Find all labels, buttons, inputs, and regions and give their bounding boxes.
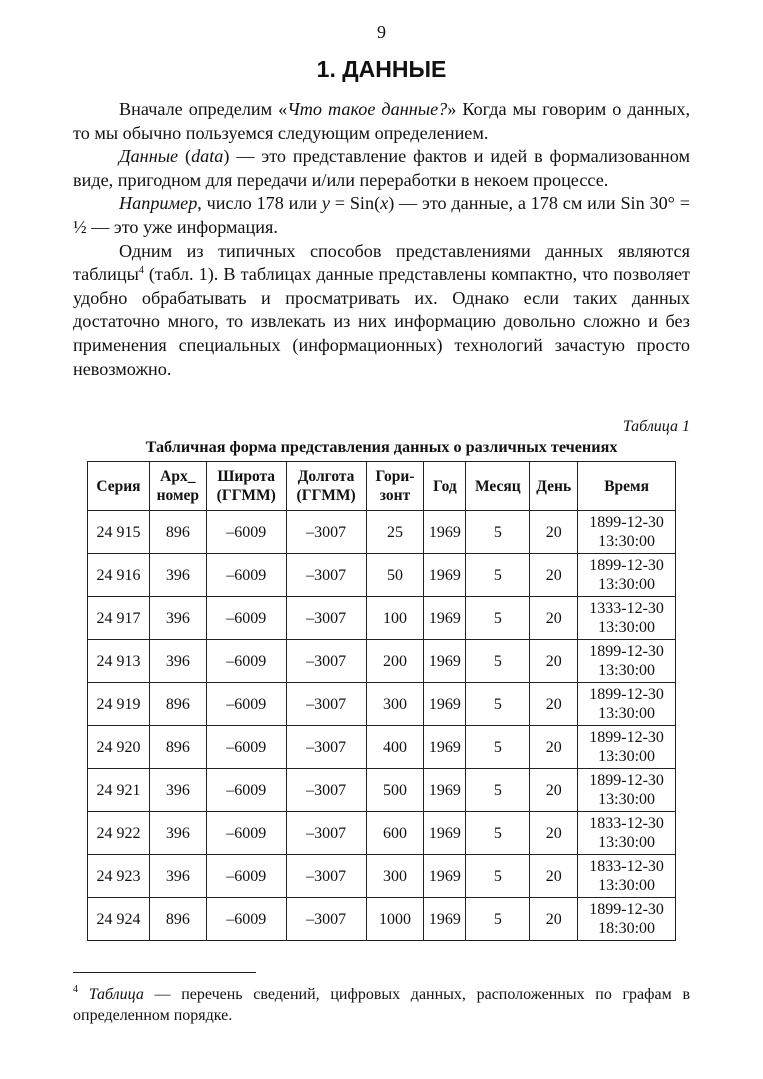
table-row bbox=[88, 511, 676, 554]
arch-number-cell: 396 bbox=[149, 640, 206, 683]
arch-number-cell: 396 bbox=[149, 812, 206, 855]
footnote-ref: 4 bbox=[138, 265, 144, 277]
day-cell: 20 bbox=[530, 511, 578, 554]
p2-term-en: data bbox=[191, 146, 224, 167]
table-row bbox=[88, 769, 676, 812]
table-row bbox=[88, 855, 676, 898]
longitude-cell: –3007 bbox=[286, 898, 366, 941]
table-row bbox=[88, 640, 676, 683]
series-cell: 24 923 bbox=[88, 855, 150, 898]
month-cell: 5 bbox=[466, 812, 530, 855]
column-header-line: Время bbox=[604, 477, 649, 495]
day-cell: 20 bbox=[530, 769, 578, 812]
p3-text-d: = Sin( bbox=[330, 193, 381, 214]
latitude-cell: –6009 bbox=[206, 554, 286, 597]
column-header bbox=[424, 462, 466, 511]
column-header-line: Гори- bbox=[375, 468, 415, 485]
column-header-line: Серия bbox=[96, 477, 141, 495]
p1-question: Что такое данные? bbox=[287, 99, 448, 119]
horizon-cell: 300 bbox=[366, 683, 424, 726]
column-header-line: День bbox=[536, 477, 572, 495]
latitude-cell: –6009 bbox=[206, 511, 286, 554]
datetime-cell bbox=[578, 640, 676, 683]
latitude-cell: –6009 bbox=[206, 640, 286, 683]
horizon-cell: 50 bbox=[366, 554, 424, 597]
day-cell: 20 bbox=[530, 855, 578, 898]
time-value: 13:30:00 bbox=[598, 748, 656, 765]
data-table bbox=[87, 461, 676, 941]
date-value: 1899-12-30 bbox=[589, 729, 664, 746]
paragraph-4 bbox=[73, 240, 690, 382]
date-value: 1899-12-30 bbox=[589, 557, 664, 574]
horizon-cell: 1000 bbox=[366, 898, 424, 941]
longitude-cell: –3007 bbox=[286, 726, 366, 769]
year-cell: 1969 bbox=[424, 511, 466, 554]
longitude-cell: –3007 bbox=[286, 769, 366, 812]
longitude-cell: –3007 bbox=[286, 640, 366, 683]
chapter-heading: 1. ДАННЫЕ bbox=[316, 56, 447, 82]
table-row bbox=[88, 898, 676, 941]
column-header bbox=[366, 462, 424, 511]
p2-text-d: ) — это представление фактов и идей в формализованном виде, пригодном для передачи и/или переработки в некоем процессе. bbox=[73, 146, 690, 190]
time-value: 13:30:00 bbox=[598, 877, 656, 894]
arch-number-cell: 396 bbox=[149, 554, 206, 597]
latitude-cell: –6009 bbox=[206, 855, 286, 898]
table-row bbox=[88, 812, 676, 855]
p2-text-b: ( bbox=[178, 146, 192, 167]
month-cell: 5 bbox=[466, 597, 530, 640]
month-cell: 5 bbox=[466, 554, 530, 597]
horizon-cell: 25 bbox=[366, 511, 424, 554]
day-cell: 20 bbox=[530, 597, 578, 640]
arch-number-cell: 396 bbox=[149, 855, 206, 898]
series-cell: 24 913 bbox=[88, 640, 150, 683]
column-header-line: (ГГММ) bbox=[216, 487, 276, 504]
column-header-line: Год bbox=[433, 477, 457, 495]
horizon-cell: 300 bbox=[366, 855, 424, 898]
p3-var-y: y bbox=[321, 193, 330, 214]
longitude-cell: –3007 bbox=[286, 812, 366, 855]
arch-number-cell: 896 bbox=[149, 683, 206, 726]
horizon-cell: 100 bbox=[366, 597, 424, 640]
month-cell: 5 bbox=[466, 640, 530, 683]
day-cell: 20 bbox=[530, 812, 578, 855]
series-cell: 24 920 bbox=[88, 726, 150, 769]
page-number: 9 bbox=[377, 22, 386, 42]
p4-text-b: (табл. 1). В таблицах данные представлены компактно, что позволяет удобно обрабатывать и просматривать их. Однако если таких данных достаточно много, то извлекать из них информацию довольно сложно и без применения специальных (информационных) технологий зачастую просто невозможно. bbox=[73, 264, 690, 379]
series-cell: 24 924 bbox=[88, 898, 150, 941]
latitude-cell: –6009 bbox=[206, 726, 286, 769]
column-header bbox=[578, 462, 676, 511]
footnote-term: Таблица bbox=[88, 986, 144, 1003]
column-header bbox=[149, 462, 206, 511]
time-value: 13:30:00 bbox=[598, 834, 656, 851]
datetime-cell bbox=[578, 554, 676, 597]
column-header-line: (ГГММ) bbox=[296, 487, 356, 504]
time-value: 18:30:00 bbox=[598, 920, 656, 937]
series-cell: 24 922 bbox=[88, 812, 150, 855]
date-value: 1833-12-30 bbox=[589, 815, 664, 832]
table-label: Таблица 1 bbox=[622, 418, 690, 435]
day-cell: 20 bbox=[530, 554, 578, 597]
month-cell: 5 bbox=[466, 726, 530, 769]
header-row bbox=[88, 462, 676, 511]
table-row bbox=[88, 726, 676, 769]
month-cell: 5 bbox=[466, 898, 530, 941]
latitude-cell: –6009 bbox=[206, 597, 286, 640]
series-cell: 24 915 bbox=[88, 511, 150, 554]
longitude-cell: –3007 bbox=[286, 511, 366, 554]
horizon-cell: 500 bbox=[366, 769, 424, 812]
arch-number-cell: 896 bbox=[149, 511, 206, 554]
time-value: 13:30:00 bbox=[598, 619, 656, 636]
column-header-line: Долгота bbox=[297, 468, 355, 485]
column-header bbox=[206, 462, 286, 511]
time-value: 13:30:00 bbox=[598, 791, 656, 808]
longitude-cell: –3007 bbox=[286, 597, 366, 640]
year-cell: 1969 bbox=[424, 812, 466, 855]
time-value: 13:30:00 bbox=[598, 576, 656, 593]
column-header-line: номер bbox=[156, 487, 200, 504]
date-value: 1899-12-30 bbox=[589, 772, 664, 789]
arch-number-cell: 896 bbox=[149, 726, 206, 769]
year-cell: 1969 bbox=[424, 597, 466, 640]
p3-example: Например bbox=[119, 193, 198, 214]
datetime-cell bbox=[578, 726, 676, 769]
longitude-cell: –3007 bbox=[286, 855, 366, 898]
date-value: 1333-12-30 bbox=[589, 600, 664, 617]
paragraph-2 bbox=[73, 145, 690, 192]
column-header-line: зонт bbox=[379, 487, 411, 504]
footnote bbox=[73, 984, 690, 1026]
date-value: 1899-12-30 bbox=[589, 643, 664, 660]
year-cell: 1969 bbox=[424, 640, 466, 683]
month-cell: 5 bbox=[466, 769, 530, 812]
datetime-cell bbox=[578, 812, 676, 855]
p2-term: Данные bbox=[119, 146, 179, 167]
series-cell: 24 919 bbox=[88, 683, 150, 726]
column-header bbox=[88, 462, 150, 511]
footnote-text: — перечень сведений, цифровых данных, расположенных по графам в определенном порядке. bbox=[73, 986, 690, 1024]
month-cell: 5 bbox=[466, 683, 530, 726]
series-cell: 24 921 bbox=[88, 769, 150, 812]
latitude-cell: –6009 bbox=[206, 898, 286, 941]
year-cell: 1969 bbox=[424, 855, 466, 898]
time-value: 13:30:00 bbox=[598, 705, 656, 722]
table-head bbox=[88, 462, 676, 511]
table-row bbox=[88, 683, 676, 726]
day-cell: 20 bbox=[530, 640, 578, 683]
column-header-line: Месяц bbox=[474, 477, 521, 495]
longitude-cell: –3007 bbox=[286, 683, 366, 726]
datetime-cell bbox=[578, 511, 676, 554]
horizon-cell: 400 bbox=[366, 726, 424, 769]
table-row bbox=[88, 554, 676, 597]
date-value: 1833-12-30 bbox=[589, 858, 664, 875]
table-caption: Табличная форма представления данных о различных течениях bbox=[145, 438, 618, 456]
latitude-cell: –6009 bbox=[206, 769, 286, 812]
paragraph-3 bbox=[73, 192, 690, 239]
body-text bbox=[73, 98, 690, 381]
datetime-cell bbox=[578, 769, 676, 812]
latitude-cell: –6009 bbox=[206, 812, 286, 855]
year-cell: 1969 bbox=[424, 769, 466, 812]
day-cell: 20 bbox=[530, 683, 578, 726]
arch-number-cell: 396 bbox=[149, 597, 206, 640]
table-row bbox=[88, 597, 676, 640]
column-header-line: Широта bbox=[217, 468, 276, 485]
column-header bbox=[530, 462, 578, 511]
column-header bbox=[466, 462, 530, 511]
horizon-cell: 200 bbox=[366, 640, 424, 683]
table-body bbox=[88, 511, 676, 941]
arch-number-cell: 396 bbox=[149, 769, 206, 812]
datetime-cell bbox=[578, 683, 676, 726]
year-cell: 1969 bbox=[424, 683, 466, 726]
p1-text-a: Вначале определим « bbox=[119, 99, 288, 119]
series-cell: 24 916 bbox=[88, 554, 150, 597]
p4-text-a: Одним из типичных способов представлениями данных являются таблицы bbox=[73, 240, 690, 285]
year-cell: 1969 bbox=[424, 726, 466, 769]
latitude-cell: –6009 bbox=[206, 683, 286, 726]
date-value: 1899-12-30 bbox=[589, 686, 664, 703]
day-cell: 20 bbox=[530, 726, 578, 769]
p3-text-b: , число 178 или bbox=[197, 193, 322, 214]
longitude-cell: –3007 bbox=[286, 554, 366, 597]
date-value: 1899-12-30 bbox=[589, 514, 664, 531]
p1-text-c: » Когда мы говорим о данных, то мы обычно пользуемся следующим определением. bbox=[73, 99, 691, 143]
footnote-divider bbox=[73, 972, 256, 973]
horizon-cell: 600 bbox=[366, 812, 424, 855]
time-value: 13:30:00 bbox=[598, 662, 656, 679]
date-value: 1899-12-30 bbox=[589, 901, 664, 918]
p3-var-x: x bbox=[380, 193, 389, 214]
p3-text-f: ) — это данные, а 178 см или Sin 30° = ½ — это уже информация. bbox=[73, 193, 690, 237]
datetime-cell bbox=[578, 855, 676, 898]
datetime-cell bbox=[578, 597, 676, 640]
month-cell: 5 bbox=[466, 855, 530, 898]
day-cell: 20 bbox=[530, 898, 578, 941]
month-cell: 5 bbox=[466, 511, 530, 554]
year-cell: 1969 bbox=[424, 898, 466, 941]
arch-number-cell: 896 bbox=[149, 898, 206, 941]
datetime-cell bbox=[578, 898, 676, 941]
time-value: 13:30:00 bbox=[598, 533, 656, 550]
series-cell: 24 917 bbox=[88, 597, 150, 640]
year-cell: 1969 bbox=[424, 554, 466, 597]
column-header-line: Арх_ bbox=[160, 468, 196, 485]
column-header bbox=[286, 462, 366, 511]
paragraph-1 bbox=[73, 98, 690, 145]
footnote-number: 4 bbox=[73, 984, 78, 995]
